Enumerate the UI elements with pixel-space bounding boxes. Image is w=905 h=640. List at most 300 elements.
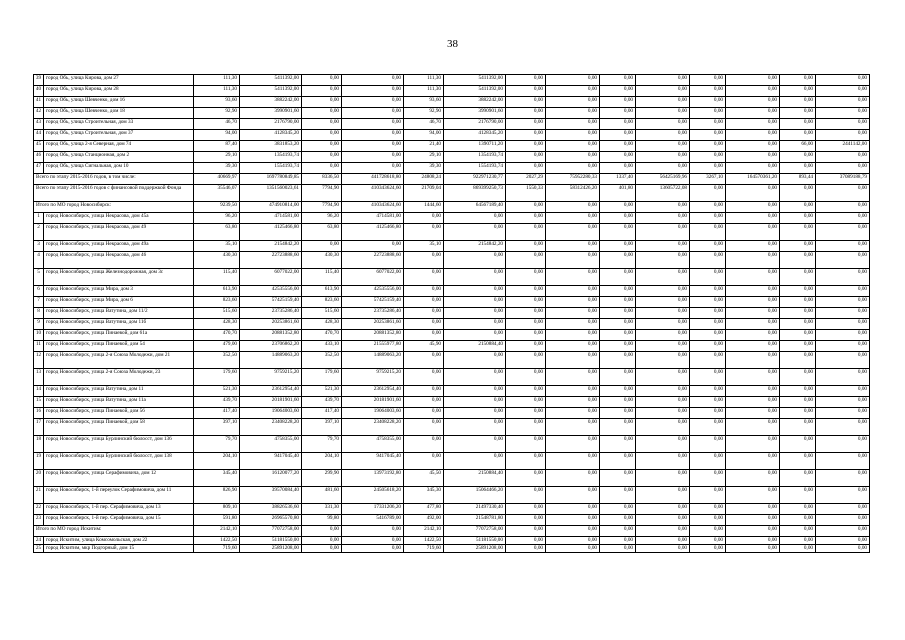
value-cell: 35546,07 [194,185,240,202]
value-cell: 0,00 [600,419,636,436]
value-cell: 0,00 [690,386,726,397]
value-cell: 0,00 [600,504,636,515]
value-cell: 0,00 [506,470,546,487]
value-cell: 0,00 [404,224,444,241]
summary-label: Всего по этапу 2015-2016 годов, в том числе: [34,174,194,185]
value-cell: 428,30 [302,319,342,330]
row-number: 25 [34,545,44,553]
value-cell: 0,00 [636,108,690,119]
value-cell: 0,00 [726,152,780,163]
value-cell: 0,00 [546,537,600,545]
address-cell: город Новосибирск, улица Некрасова, дом 46 [44,252,194,269]
value-cell: 0,00 [816,224,870,241]
value-cell: 0,00 [780,152,816,163]
value-cell: 0,00 [780,224,816,241]
value-cell: 0,00 [816,470,870,487]
value-cell: 0,00 [780,545,816,553]
row-number: 47 [34,163,44,174]
value-cell: 0,00 [780,515,816,526]
table-row [34,224,870,241]
value-cell: 0,00 [444,330,506,341]
value-cell: 93,60 [194,97,240,108]
value-cell: 77072758,00 [240,526,302,537]
value-cell: 0,00 [726,119,780,130]
value-cell: 0,00 [600,352,636,369]
value-cell: 0,00 [302,119,342,130]
value-cell: 0,00 [726,487,780,504]
value-cell: 0,00 [816,286,870,297]
value-cell: 0,00 [302,537,342,545]
value-cell: 0,00 [600,319,636,330]
table-row [34,537,870,545]
value-cell: 92,90 [404,108,444,119]
table-row [34,515,870,526]
value-cell: 0,00 [506,97,546,108]
summary-label: Итого по МО город Искитим: [34,526,194,537]
value-cell: 0,00 [600,297,636,308]
value-cell: 204,10 [194,453,240,470]
value-cell: 0,00 [404,408,444,419]
address-cell: город Новосибирск, улица Пинаевой, дом 56 [44,408,194,419]
value-cell: 0,00 [600,213,636,224]
value-cell: 0,00 [690,308,726,319]
value-cell: 0,00 [690,286,726,297]
value-cell: 0,00 [506,163,546,174]
value-cell: 0,00 [690,341,726,352]
table-row [34,213,870,224]
value-cell: 94,00 [404,130,444,141]
value-cell: 0,00 [726,369,780,386]
address-cell: город Новосибирск, улица Ватутина, дом 11 [44,386,194,397]
value-cell: 0,00 [546,487,600,504]
value-cell: 0,00 [726,202,780,213]
row-number: 43 [34,119,44,130]
value-cell: 0,00 [302,108,342,119]
address-cell: город Обь, улица Шевченко, дом 18 [44,108,194,119]
value-cell: 613,90 [302,286,342,297]
value-cell: 20881352,80 [240,330,302,341]
value-cell: 0,00 [342,130,404,141]
row-number: 42 [34,108,44,119]
value-cell: 474910814,00 [240,202,302,213]
value-cell: 46,70 [194,119,240,130]
value-cell: 0,00 [600,470,636,487]
value-cell: 0,00 [816,297,870,308]
value-cell: 39,30 [404,163,444,174]
value-cell: 21548781,80 [444,515,506,526]
value-cell: 417,40 [302,408,342,419]
address-cell: город Новосибирск, 1-й пер. Серафимовича, дом 15 [44,515,194,526]
value-cell: 0,00 [600,397,636,408]
value-cell: 477,80 [404,504,444,515]
value-cell: 0,00 [302,86,342,97]
value-cell: 0,00 [342,75,404,86]
value-cell: 0,00 [404,386,444,397]
value-cell: 42535556,00 [240,286,302,297]
value-cell: 0,00 [636,386,690,397]
value-cell: 0,00 [816,397,870,408]
value-cell: 0,00 [506,308,546,319]
row-number: 45 [34,141,44,152]
address-cell: город Новосибирск, улица Пинаевой, дом 54 [44,341,194,352]
value-cell: 0,00 [600,386,636,397]
row-number: 39 [34,75,44,86]
value-cell: 441728618,80 [342,174,404,185]
address-cell: город Искитим, улица Комсомольская, дом 22 [44,537,194,545]
summary-row [34,185,870,202]
value-cell: 0,00 [726,352,780,369]
address-cell: город Новосибирск, 1-й пер. Серафимовича, дом 13 [44,504,194,515]
value-cell: 0,00 [600,97,636,108]
value-cell: 0,00 [444,397,506,408]
value-cell: 20181901,60 [342,397,404,408]
value-cell: 0,00 [546,213,600,224]
table-row [34,436,870,453]
row-number: 15 [34,397,44,408]
value-cell: 2176790,00 [240,119,302,130]
address-cell: город Новосибирск, улица Бурлинский бюлосст, дом 138 [44,453,194,470]
value-cell: 0,00 [780,308,816,319]
value-cell: 0,00 [546,330,600,341]
value-cell: 0,00 [690,163,726,174]
value-cell: 0,00 [816,130,870,141]
value-cell: 92,90 [194,108,240,119]
value-cell: 77072758,00 [444,526,506,537]
table-row [34,369,870,386]
value-cell: 0,00 [444,386,506,397]
value-cell: 23735286,40 [342,308,404,319]
value-cell: 0,00 [600,202,636,213]
value-cell: 21497330,40 [444,504,506,515]
value-cell: 0,00 [780,97,816,108]
table-row [34,419,870,436]
value-cell: 0,00 [636,436,690,453]
table-row [34,252,870,269]
value-cell: 0,00 [690,419,726,436]
row-number: 41 [34,97,44,108]
value-cell: 0,00 [690,526,726,537]
value-cell: 4714581,00 [342,213,404,224]
value-cell: 0,00 [546,97,600,108]
summary-row [34,202,870,213]
value-cell: 0,00 [636,119,690,130]
value-cell: 1422,50 [194,537,240,545]
value-cell: 0,00 [600,369,636,386]
value-cell: 0,00 [780,352,816,369]
value-cell: 0,00 [600,408,636,419]
value-cell: 515,60 [194,308,240,319]
value-cell: 0,00 [816,86,870,97]
value-cell: 826,90 [194,487,240,504]
value-cell: 0,00 [726,470,780,487]
value-cell: 0,00 [780,269,816,286]
value-cell: 410343624,60 [342,202,404,213]
value-cell: 0,00 [726,130,780,141]
value-cell: 0,00 [780,252,816,269]
value-cell: 0,00 [506,515,546,526]
value-cell: 0,00 [690,269,726,286]
value-cell: 0,00 [726,526,780,537]
summary-label: Всего по этапу 2015-2016 годов с финансовой поддержкой Фонда [34,185,194,202]
value-cell: 0,00 [816,352,870,369]
address-cell: город Новосибирск, улица Некрасова, дом 45а [44,213,194,224]
value-cell: 21709,04 [404,185,444,202]
value-cell: 0,00 [726,286,780,297]
value-cell: 0,00 [780,213,816,224]
value-cell: 0,00 [506,119,546,130]
value-cell: 0,00 [780,75,816,86]
address-cell: город Обь, улица Сигнальная, дом 10 [44,163,194,174]
value-cell: 0,00 [506,386,546,397]
table-row [34,453,870,470]
value-cell: 0,00 [690,436,726,453]
table-row [34,297,870,308]
value-cell: 0,00 [636,152,690,163]
row-number: 12 [34,352,44,369]
value-cell: 0,00 [342,152,404,163]
value-cell: 0,00 [780,487,816,504]
value-cell: 2176790,00 [444,119,506,130]
value-cell: 115,40 [302,269,342,286]
value-cell: 0,00 [690,369,726,386]
value-cell: 0,00 [506,545,546,553]
value-cell: 433,10 [302,341,342,352]
value-cell: 0,00 [726,185,780,202]
value-cell: 0,00 [546,163,600,174]
value-cell: 0,00 [600,141,636,152]
value-cell: 96,20 [194,213,240,224]
value-cell: 0,00 [780,286,816,297]
value-cell: 0,00 [816,319,870,330]
value-cell: 1554193,74 [444,163,506,174]
address-cell: город Новосибирск, улица 2-я Союза Молодежи, 23 [44,369,194,386]
row-number: 8 [34,308,44,319]
value-cell: 111,30 [194,75,240,86]
address-cell: город Новосибирск, улица 2-я Союза Молодежи, дом 21 [44,352,194,369]
row-number: 1 [34,213,44,224]
value-cell: 25891208,00 [240,545,302,553]
value-cell: 0,00 [546,224,600,241]
value-cell: 1337,40 [600,174,636,185]
value-cell: 93,60 [404,97,444,108]
value-cell: 0,00 [506,419,546,436]
value-cell: 46,70 [404,119,444,130]
value-cell: 0,00 [506,141,546,152]
value-cell: 0,00 [780,202,816,213]
value-cell: 397,10 [194,419,240,436]
value-cell: 0,00 [636,504,690,515]
value-cell: 0,00 [780,330,816,341]
value-cell: 0,00 [546,419,600,436]
value-cell: 0,00 [726,86,780,97]
value-cell: 0,00 [780,537,816,545]
value-cell: 0,00 [726,341,780,352]
value-cell: 0,00 [780,108,816,119]
value-cell: 0,00 [690,545,726,553]
value-cell: 0,00 [444,308,506,319]
value-cell: 0,00 [404,213,444,224]
value-cell: 331,30 [302,504,342,515]
row-number: 7 [34,297,44,308]
value-cell: 0,00 [816,504,870,515]
table-row [34,163,870,174]
value-cell: 13973192,80 [342,470,404,487]
value-cell: 37089188,79 [816,174,870,185]
value-cell: 823,60 [302,297,342,308]
value-cell: 719,60 [194,545,240,553]
value-cell: 0,00 [726,75,780,86]
value-cell: 0,00 [726,537,780,545]
value-cell: 0,00 [600,252,636,269]
value-cell: 9417045,40 [240,453,302,470]
row-number: 11 [34,341,44,352]
row-number: 14 [34,386,44,397]
value-cell: 0,00 [726,297,780,308]
value-cell: 0,00 [600,526,636,537]
value-cell: 26965570,80 [240,515,302,526]
table-row [34,152,870,163]
value-cell: 0,00 [780,369,816,386]
value-cell: 0,00 [636,297,690,308]
value-cell: 0,00 [342,108,404,119]
value-cell: 2150884,40 [444,470,506,487]
value-cell: 79,70 [194,436,240,453]
value-cell: 23408228,20 [342,419,404,436]
value-cell: 0,00 [636,470,690,487]
value-cell: 0,00 [780,163,816,174]
value-cell: 0,00 [636,213,690,224]
value-cell: 0,00 [546,408,600,419]
value-cell: 111,30 [404,86,444,97]
value-cell: 0,00 [690,130,726,141]
table-row [34,545,870,553]
value-cell: 0,00 [726,545,780,553]
value-cell: 0,00 [690,97,726,108]
address-cell: город Обь, улица Строительная, дом 33 [44,119,194,130]
value-cell: 0,00 [780,419,816,436]
value-cell: 0,00 [546,352,600,369]
value-cell: 22723888,60 [342,252,404,269]
row-number: 9 [34,319,44,330]
value-cell: 0,00 [726,397,780,408]
value-cell: 21,40 [404,141,444,152]
table-row [34,141,870,152]
value-cell: 0,00 [404,319,444,330]
table-row [34,241,870,252]
value-cell: 29,10 [404,152,444,163]
value-cell: 0,00 [600,75,636,86]
value-cell: 0,00 [506,252,546,269]
value-cell: 0,00 [636,419,690,436]
value-cell: 15064466,20 [444,487,506,504]
value-cell: 57425159,40 [342,297,404,308]
value-cell: 0,00 [816,185,870,202]
housing-resettlement-table-container [33,74,869,553]
value-cell: 0,00 [546,341,600,352]
value-cell: 19064003,60 [342,408,404,419]
value-cell: 0,00 [342,86,404,97]
value-cell: 111,30 [194,86,240,97]
value-cell: 299,90 [302,470,342,487]
value-cell: 0,00 [690,330,726,341]
value-cell: 0,00 [780,397,816,408]
value-cell: 0,00 [546,141,600,152]
value-cell: 0,00 [636,408,690,419]
value-cell: 45,90 [404,341,444,352]
value-cell: 19064003,60 [240,408,302,419]
value-cell: 0,00 [546,397,600,408]
value-cell: 23612954,40 [342,386,404,397]
value-cell: 9417045,40 [342,453,404,470]
value-cell: 0,00 [546,152,600,163]
value-cell: 0,00 [636,453,690,470]
value-cell: 23735286,40 [240,308,302,319]
row-number: 18 [34,436,44,453]
value-cell: 39,30 [194,163,240,174]
value-cell: 0,00 [600,119,636,130]
value-cell: 57425159,40 [240,297,302,308]
value-cell: 470,70 [194,330,240,341]
value-cell: 0,00 [546,75,600,86]
value-cell: 719,60 [404,545,444,553]
value-cell: 0,00 [726,408,780,419]
value-cell: 3831853,20 [240,141,302,152]
value-cell: 164570361,20 [726,174,780,185]
table-row [34,286,870,297]
value-cell: 439,70 [302,397,342,408]
value-cell: 0,00 [546,202,600,213]
row-number: 21 [34,487,44,504]
value-cell: 16120077,20 [240,470,302,487]
value-cell: 0,00 [506,75,546,86]
value-cell: 0,00 [690,297,726,308]
table-row [34,86,870,97]
address-cell: город Новосибирск, улица Бурлинский бюлосст, дом 136 [44,436,194,453]
value-cell: 345,40 [194,470,240,487]
value-cell: 0,00 [690,515,726,526]
value-cell: 0,00 [546,241,600,252]
value-cell: 4125466,80 [342,224,404,241]
value-cell: 492,00 [404,515,444,526]
value-cell: 0,00 [600,436,636,453]
value-cell: 2150884,40 [444,341,506,352]
value-cell: 352,50 [302,352,342,369]
value-cell: 0,00 [636,526,690,537]
value-cell: 0,00 [404,436,444,453]
value-cell: 0,00 [726,515,780,526]
value-cell: 479,00 [194,341,240,352]
value-cell: 0,00 [816,202,870,213]
value-cell: 0,00 [404,252,444,269]
value-cell: 0,00 [600,453,636,470]
value-cell: 0,00 [404,397,444,408]
value-cell: 42535556,00 [342,286,404,297]
value-cell: 0,00 [404,369,444,386]
value-cell: 0,00 [816,252,870,269]
value-cell: 0,00 [690,241,726,252]
value-cell: 0,00 [546,470,600,487]
value-cell: 0,00 [302,545,342,553]
value-cell: 515,60 [302,308,342,319]
address-cell: город Новосибирск, улица Мира, дом 6 [44,297,194,308]
value-cell: 179,60 [302,369,342,386]
value-cell: 0,00 [342,537,404,545]
value-cell: 439,70 [194,397,240,408]
value-cell: 0,00 [780,185,816,202]
value-cell: 5411392,00 [240,86,302,97]
value-cell: 0,00 [690,397,726,408]
value-cell: 4125466,80 [240,224,302,241]
